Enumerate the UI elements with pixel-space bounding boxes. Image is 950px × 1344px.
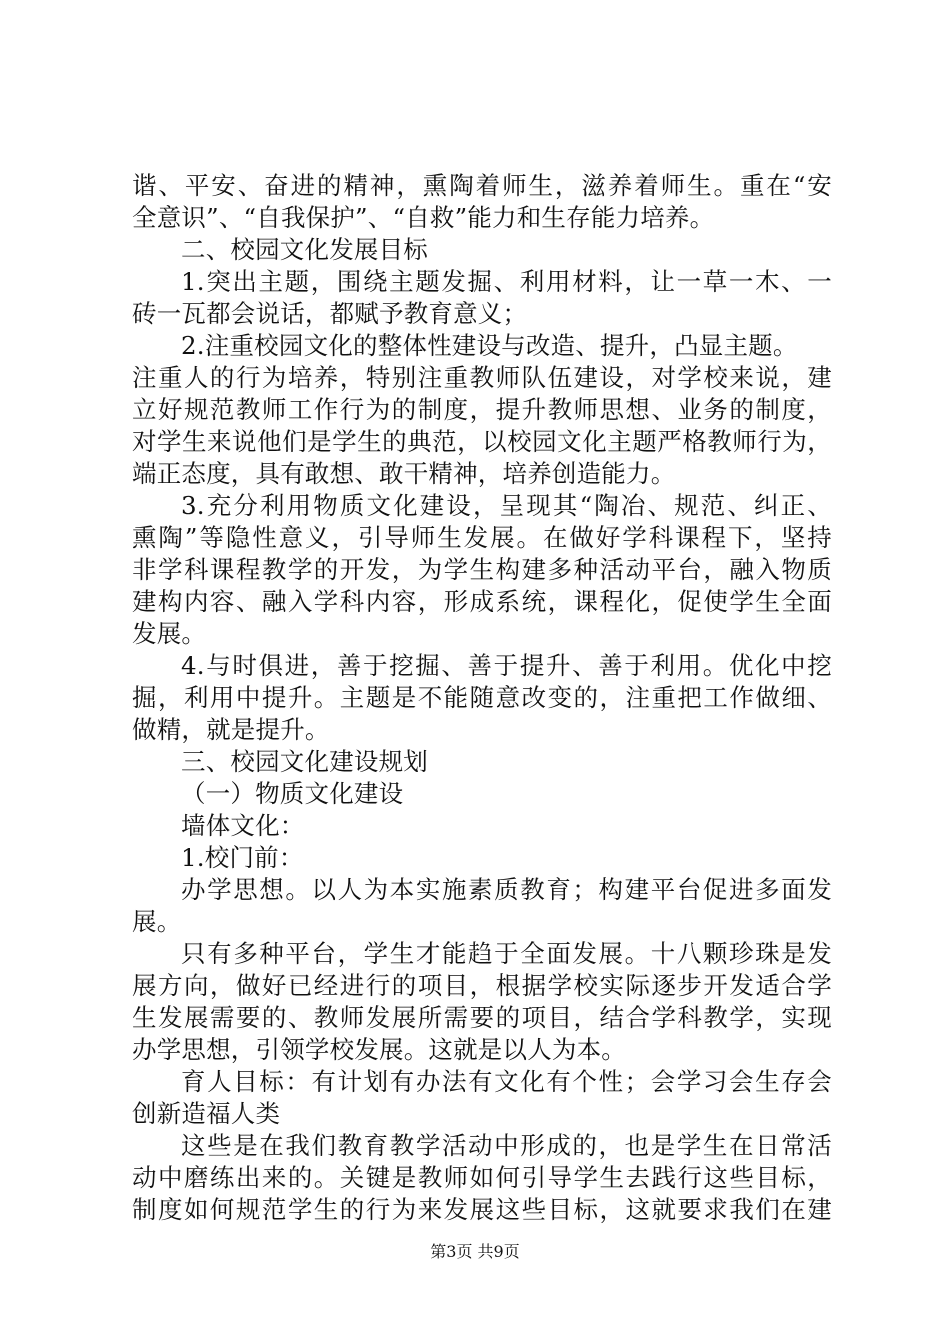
text-line: 熏陶”等隐性意义，引导师生发展。在做好学科课程下，坚持 bbox=[132, 523, 832, 552]
text-line: 立好规范教师工作行为的制度，提升教师思想、业务的制度， bbox=[132, 395, 832, 424]
text-line: 做精，就是提升。 bbox=[132, 715, 330, 744]
text-line: 育人目标：有计划有办法有文化有个性；会学习会生存会 bbox=[181, 1067, 832, 1096]
text-line: 3.充分利用物质文化建设，呈现其“陶冶、规范、纠正、 bbox=[181, 491, 832, 520]
subsection-heading: （一）物质文化建设 bbox=[181, 779, 404, 808]
text-line: 端正态度，具有敢想、敢干精神，培养创造能力。 bbox=[132, 459, 676, 488]
text-line: 非学科课程教学的开发，为学生构建多种活动平台，融入物质 bbox=[132, 555, 832, 584]
text-line: 1.突出主题，围绕主题发掘、利用材料，让一草一木、一 bbox=[181, 267, 832, 296]
text-line: 办学思想，引领学校发展。这就是以人为本。 bbox=[132, 1035, 626, 1064]
text-line: 掘，利用中提升。主题是不能随意改变的，注重把工作做细、 bbox=[132, 683, 832, 712]
text-line: 建构内容、融入学科内容，形成系统，课程化，促使学生全面 bbox=[132, 587, 832, 616]
section-heading: 三、校园文化建设规划 bbox=[181, 747, 428, 776]
document-body bbox=[132, 170, 832, 1226]
text-line: 展。 bbox=[132, 907, 182, 936]
text-line: 动中磨练出来的。关键是教师如何引导学生去践行这些目标， bbox=[132, 1163, 832, 1192]
page-number-footer: 第3页 共9页 bbox=[430, 1242, 520, 1261]
text-line: 注重人的行为培养，特别注重教师队伍建设，对学校来说，建 bbox=[132, 363, 832, 392]
text-line: 创新造福人类 bbox=[132, 1099, 281, 1128]
text-line: 只有多种平台，学生才能趋于全面发展。十八颗珍珠是发 bbox=[181, 939, 832, 968]
text-line: 制度如何规范学生的行为来发展这些目标，这就要求我们在建 bbox=[132, 1195, 832, 1224]
text-line: 1.校门前： bbox=[181, 843, 304, 872]
section-heading: 二、校园文化发展目标 bbox=[181, 235, 428, 264]
text-line: 发展。 bbox=[132, 619, 207, 648]
text-line: 砖一瓦都会说话，都赋予教育意义； bbox=[132, 299, 528, 328]
text-line: 4.与时俱进，善于挖掘、善于提升、善于利用。优化中挖 bbox=[181, 651, 832, 680]
text-line: 这些是在我们教育教学活动中形成的，也是学生在日常活 bbox=[181, 1131, 832, 1160]
text-line: 对学生来说他们是学生的典范，以校园文化主题严格教师行为， bbox=[132, 427, 832, 456]
text-line: 2.注重校园文化的整体性建设与改造、提升，凸显主题。 bbox=[181, 331, 798, 360]
text-line: 全意识”、“自我保护”、“自救”能力和生存能力培养。 bbox=[132, 203, 715, 232]
text-line: 展方向，做好已经进行的项目，根据学校实际逐步开发适合学 bbox=[132, 971, 832, 1000]
text-line: 墙体文化： bbox=[181, 811, 305, 840]
text-line: 生发展需要的、教师发展所需要的项目，结合学科教学，实现 bbox=[132, 1003, 832, 1032]
text-line: 谐、平安、奋进的精神，熏陶着师生，滋养着师生。重在“安 bbox=[132, 171, 832, 200]
text-line: 办学思想。以人为本实施素质教育；构建平台促进多面发 bbox=[181, 875, 832, 904]
